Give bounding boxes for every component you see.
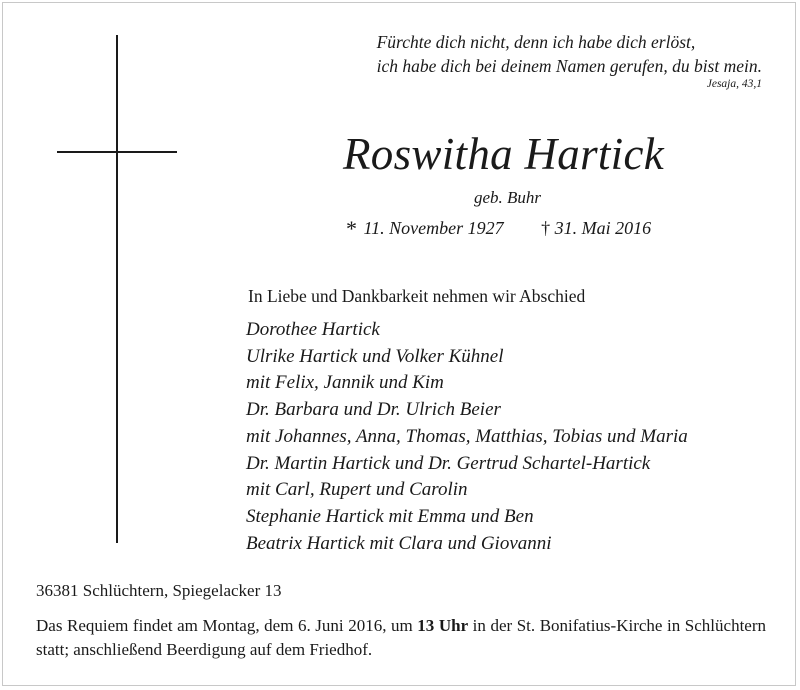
mourner-line: Ulrike Hartick und Volker Kühnel [246, 345, 504, 367]
mourners-list [246, 317, 688, 557]
death-date-group [541, 218, 651, 238]
cross-icon-vertical [116, 35, 118, 543]
death-cross-icon: † [541, 218, 551, 238]
mourner-line: Dr. Martin Hartick und Dr. Gertrud Schartel-Hartick [246, 452, 651, 474]
verse-line-1: Fürchte dich nicht, denn ich habe dich erlöst, [376, 32, 696, 52]
requiem-time: 13 Uhr [417, 616, 469, 635]
notice-text-start: Das Requiem findet am Montag, dem 6. Juni 2016, um [36, 616, 418, 635]
mourner-line: Dorothee Hartick [246, 319, 380, 340]
deceased-name: Roswitha Hartick [343, 129, 665, 179]
birth-date: 11. November 1927 [363, 218, 504, 238]
mourner-line: mit Johannes, Anna, Thomas, Matthias, Tobias und Maria [246, 425, 688, 447]
birth-star-icon: * [346, 216, 357, 241]
verse-reference: Jesaja, 43,1 [706, 78, 762, 90]
bible-verse [377, 30, 762, 78]
death-date: 31. Mai 2016 [554, 218, 652, 238]
mourner-line: mit Carl, Rupert und Carolin [246, 479, 468, 501]
farewell-intro: In Liebe und Dankbarkeit nehmen wir Abschied [248, 286, 586, 306]
requiem-notice [36, 614, 766, 662]
family-address: 36381 Schlüchtern, Spiegelacker 13 [36, 581, 282, 600]
verse-line-2: ich habe dich bei deinem Namen gerufen, du bist mein. [376, 56, 762, 76]
notice-text-end: in der St. Bonifatius-Kirche in Schlüchtern statt; anschließend Beerdigung auf dem Friedhof. [36, 616, 766, 659]
mourner-line: Beatrix Hartick mit Clara und Giovanni [246, 532, 552, 554]
born-name: geb. Buhr [474, 188, 542, 207]
life-dates [346, 214, 651, 240]
mourner-line: mit Felix, Jannik und Kim [246, 372, 444, 394]
cross-icon-horizontal [57, 151, 177, 153]
mourner-line: Stephanie Hartick mit Emma und Ben [246, 505, 534, 527]
mourner-line: Dr. Barbara und Dr. Ulrich Beier [246, 399, 501, 421]
